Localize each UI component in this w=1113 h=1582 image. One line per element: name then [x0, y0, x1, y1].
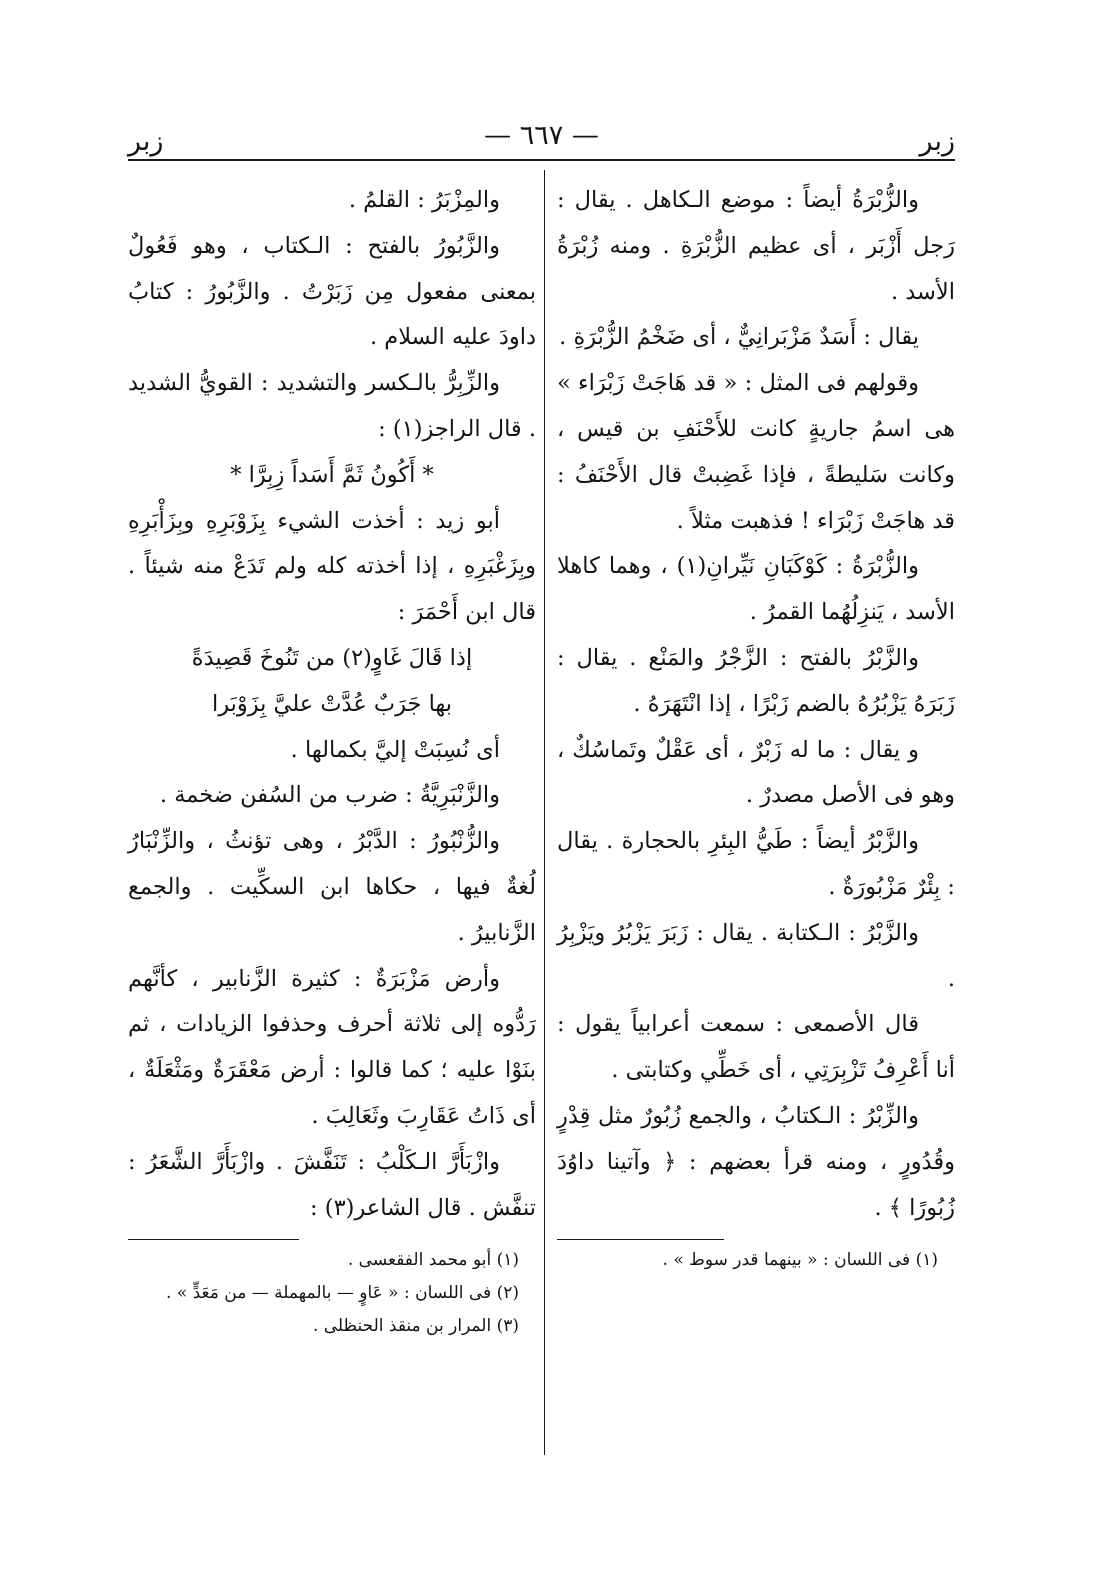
paragraph: و يقال : ما له زَبْرٌ ، أى عَقْلٌ وتَماسُكٌ ، وهو فى الأصل مصدرٌ .: [557, 736, 955, 809]
paragraph: والزَّبُورُ بالفتح : الـكتاب ، وهو فَعُولٌ بمعنى مفعول مِن زَبَرْتُ . والزَّبُورُ : كتابُ داودَ عليه السلام .: [128, 232, 536, 351]
header-root-left: زبر: [128, 126, 164, 157]
paragraph: والزَّبْرُ : الـكتابة . يقال : زَبَرَ يَزْبُرُ ويَزْبِرُ .: [557, 919, 955, 992]
footnote: (٢) فى اللسان : « عَاوٍ — بالمهملة — من مَعَدٍّ » .: [166, 1283, 519, 1304]
left-column: [128, 178, 536, 1343]
running-header: [128, 120, 955, 160]
paragraph: والمِزْبَرُ : القلمُ .: [348, 187, 500, 213]
paragraph: والزِّبْرُ : الـكتابُ ، والجمع زُبُورٌ مثل قِدْرٍ وقُدُورٍ ، ومنه قرأ بعضهم : ﴿ وآتينا داوُدَ زُبُورًا ﴾ .: [557, 1102, 955, 1221]
header-rule: [128, 159, 955, 161]
page-number: — ٦٦٧ —: [484, 120, 599, 151]
paragraph: وازْبَأَرَّ الـكَلْبُ : تَنَفَّشَ . وازْبَأَرَّ الشَّعَرُ : تنفَّش . قال الشاعر(٣) :: [128, 1148, 536, 1221]
right-column: [557, 178, 955, 1277]
header-root-right: زبر: [919, 126, 955, 157]
verse-line: بها جَرَبٌ عُدَّتْ عليَّ بِزَوْبَرا: [211, 690, 453, 717]
paragraph: والزَّنْبَرِيَّةُ : ضرب من السُفن ضخمة .: [159, 782, 500, 809]
paragraph: والزُّبْرَةُ أيضاً : موضع الـكاهل . يقال : رَجل أَزْبَر ، أى عظيم الزُّبْرَةِ . ومنه زُبْرَةُ الأسد .: [557, 187, 955, 305]
paragraph: وأرض مَزْبَرَةٌ : كثيرة الزَّنابير ، كأنَّهم رَدُّوه إلى ثلاثة أحرف وحذفوا الزيادات ، ثم بنَوْا عليه ؛ كما قالوا : أرض مَعْقَرَةٌ ومَثْعَلَةٌ ، أى ذَاتُ عَقَارِبَ وثَعَالِبَ .: [128, 965, 536, 1129]
paragraph: والزُّبْرَةُ : كَوْكَبَانِ نَيِّرانِ(١) ، وهما كاهلا الأسد ، يَنزِلُهُما القمرُ .: [557, 553, 955, 626]
paragraph: والزُّنْبُورُ : الدَّبْرُ ، وهى تؤنثُ ، والزِّنْبَارُ لُغةٌ فيها ، حكاها ابن السكِّيت . والجمع الزَّنابيرُ .: [128, 828, 536, 946]
paragraph: والزِّبِرُّ بالـكسر والتشديد : القويُّ الشديد . قال الراجز(١) :: [128, 370, 536, 442]
paragraph: والزَّبْرُ أيضاً : طَيُّ البِئرِ بالحجارة . يقال : بِئْرٌ مَزْبُورَةٌ .: [557, 828, 955, 900]
verse-line: إذا قَالَ غَاوٍ(٢) من تَنُوخَ قَصِيدَةً: [191, 644, 473, 671]
footnote: (٣) المرار بن منقذ الحنظلى .: [312, 1316, 519, 1337]
verse-line: * أَكُونُ ثَمَّ أَسَداً زِبِرَّا *: [230, 461, 434, 488]
paragraph: أبو زيد : أخذت الشيء بِزَوْبَرِهِ وبِزَأْبَرِهِ وبِزَغْبَرِهِ ، إذا أخذته كله ولم تَدَعْ منه شيئاً . قال ابن أَحْمَرَ :: [128, 507, 536, 626]
footnote: (١) أبو محمد الفقعسى .: [347, 1250, 519, 1271]
paragraph: قال الأصمعى : سمعت أعرابياً يقول : أنا أَعْرِفُ تَزْبِرَتِي ، أى خَطِّي وكتابتى .: [557, 1011, 955, 1084]
footnote: (١) فى اللسان : « بينهما قدر سوط » .: [662, 1250, 938, 1271]
paragraph: وقولهم فى المثل : « قد هَاجَتْ زَبْرَاء » هى اسمُ جاريةٍ كانت للأَحْنَفِ بن قيس ، وكانت سَليطةً ، فإذا غَضِبتْ قال الأَحْنَفُ : قد هاجَتْ زَبْرَاء ! فذهبت مثلاً .: [557, 370, 955, 534]
footnote-rule: [128, 1239, 299, 1240]
column-divider: [544, 170, 545, 1455]
paragraph: يقال : أَسَدٌ مَزْبَرانِيٌّ ، أى ضَخْمُ الزُّبْرَةِ .: [559, 324, 919, 351]
paragraph: أى نُسِبَتْ إليَّ بكمالها .: [290, 736, 500, 763]
paragraph: والزَّبْرُ بالفتح : الزَّجْرُ والمَنْع . يقال : زَبَرَهُ يَزْبُرُهُ بالضم زَبْرًا ، إذا انْتَهَرَهُ .: [557, 644, 955, 717]
footnote-rule: [557, 1239, 724, 1240]
